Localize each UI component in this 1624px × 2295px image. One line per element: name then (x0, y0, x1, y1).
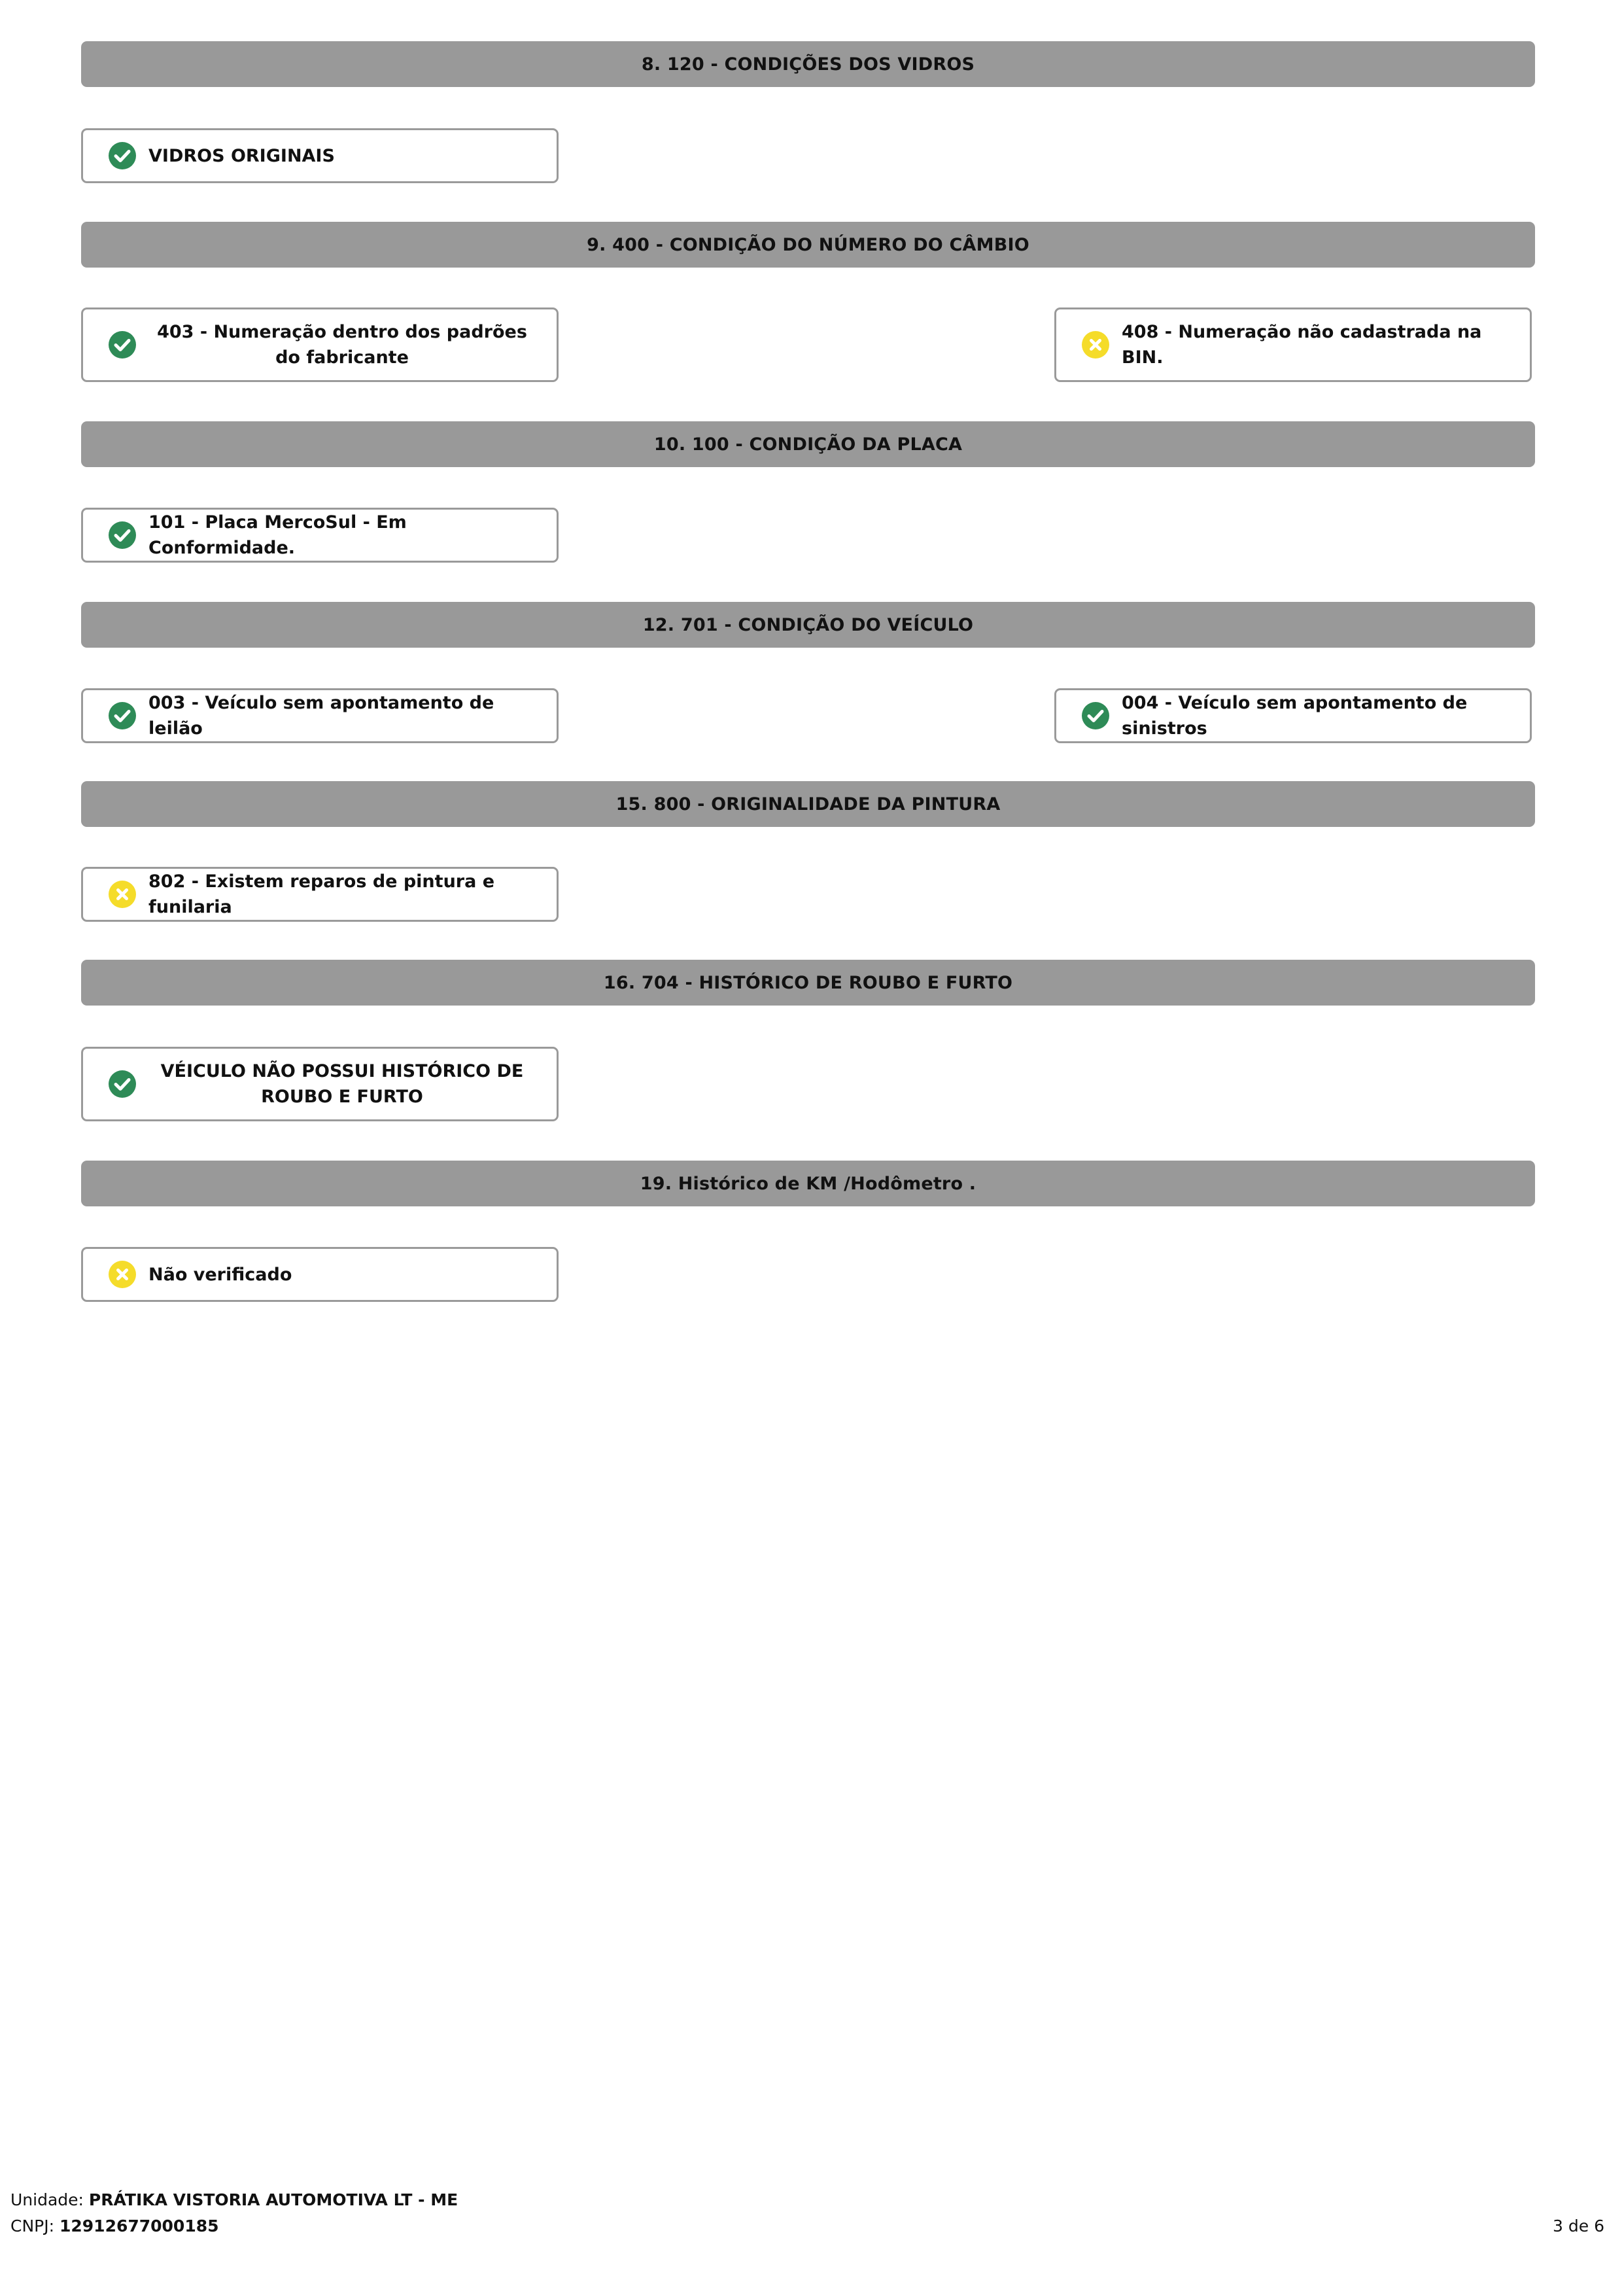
x-circle-icon (108, 1260, 137, 1289)
item-label: 408 - Numeração não cadastrada na BIN. (1122, 322, 1482, 368)
item-label: 403 - Numeração dentro dos padrões do fabricante (157, 322, 527, 368)
item-label: 004 - Veículo sem apontamento de sinistros (1122, 693, 1468, 739)
x-circle-icon (1081, 330, 1110, 359)
check-circle-icon (108, 1070, 137, 1098)
item-label: VIDROS ORIGINAIS (148, 145, 335, 166)
footer-cnpj (10, 2216, 219, 2235)
check-circle-icon (1081, 701, 1110, 730)
check-circle-icon (108, 330, 137, 359)
section-header-placa: 10. 100 - CONDIÇÃO DA PLACA (81, 421, 1535, 467)
section-header-hodometro: 19. Histórico de KM /Hodômetro . (81, 1161, 1535, 1206)
x-circle-icon (108, 880, 137, 909)
item-reparos-pintura (81, 867, 559, 922)
check-circle-icon (108, 701, 137, 730)
item-sem-historico-roubo (81, 1047, 559, 1121)
item-label: 802 - Existem reparos de pintura e funilaria (148, 871, 495, 917)
item-numeracao-nao-cadastrada (1054, 307, 1532, 382)
page-number: 3 de 6 (1553, 2216, 1604, 2235)
item-sem-leilao (81, 688, 559, 743)
item-label: VÉICULO NÃO POSSUI HISTÓRICO DE ROUBO E FURTO (160, 1061, 524, 1107)
item-numeracao-padroes (81, 307, 559, 382)
footer-unit (10, 2190, 458, 2209)
check-circle-icon (108, 521, 137, 550)
section-header-roubo-furto: 16. 704 - HISTÓRICO DE ROUBO E FURTO (81, 960, 1535, 1006)
item-label: 003 - Veículo sem apontamento de leilão (148, 693, 494, 739)
item-placa-mercosul (81, 508, 559, 563)
footer-cnpj-value: 12912677000185 (59, 2216, 219, 2235)
footer-unit-value: PRÁTIKA VISTORIA AUTOMOTIVA LT - ME (88, 2190, 458, 2209)
item-label: Não verificado (148, 1264, 292, 1285)
section-header-pintura: 15. 800 - ORIGINALIDADE DA PINTURA (81, 781, 1535, 827)
section-header-veiculo: 12. 701 - CONDIÇÃO DO VEÍCULO (81, 602, 1535, 648)
item-sem-sinistros (1054, 688, 1532, 743)
footer-cnpj-label: CNPJ: (10, 2216, 55, 2235)
footer-unit-label: Unidade: (10, 2190, 84, 2209)
check-circle-icon (108, 141, 137, 170)
item-label: 101 - Placa MercoSul - Em Conformidade. (148, 512, 407, 558)
item-vidros-originais (81, 128, 559, 183)
section-header-vidros: 8. 120 - CONDIÇÕES DOS VIDROS (81, 41, 1535, 87)
item-nao-verificado (81, 1247, 559, 1302)
section-header-cambio: 9. 400 - CONDIÇÃO DO NÚMERO DO CÂMBIO (81, 222, 1535, 268)
